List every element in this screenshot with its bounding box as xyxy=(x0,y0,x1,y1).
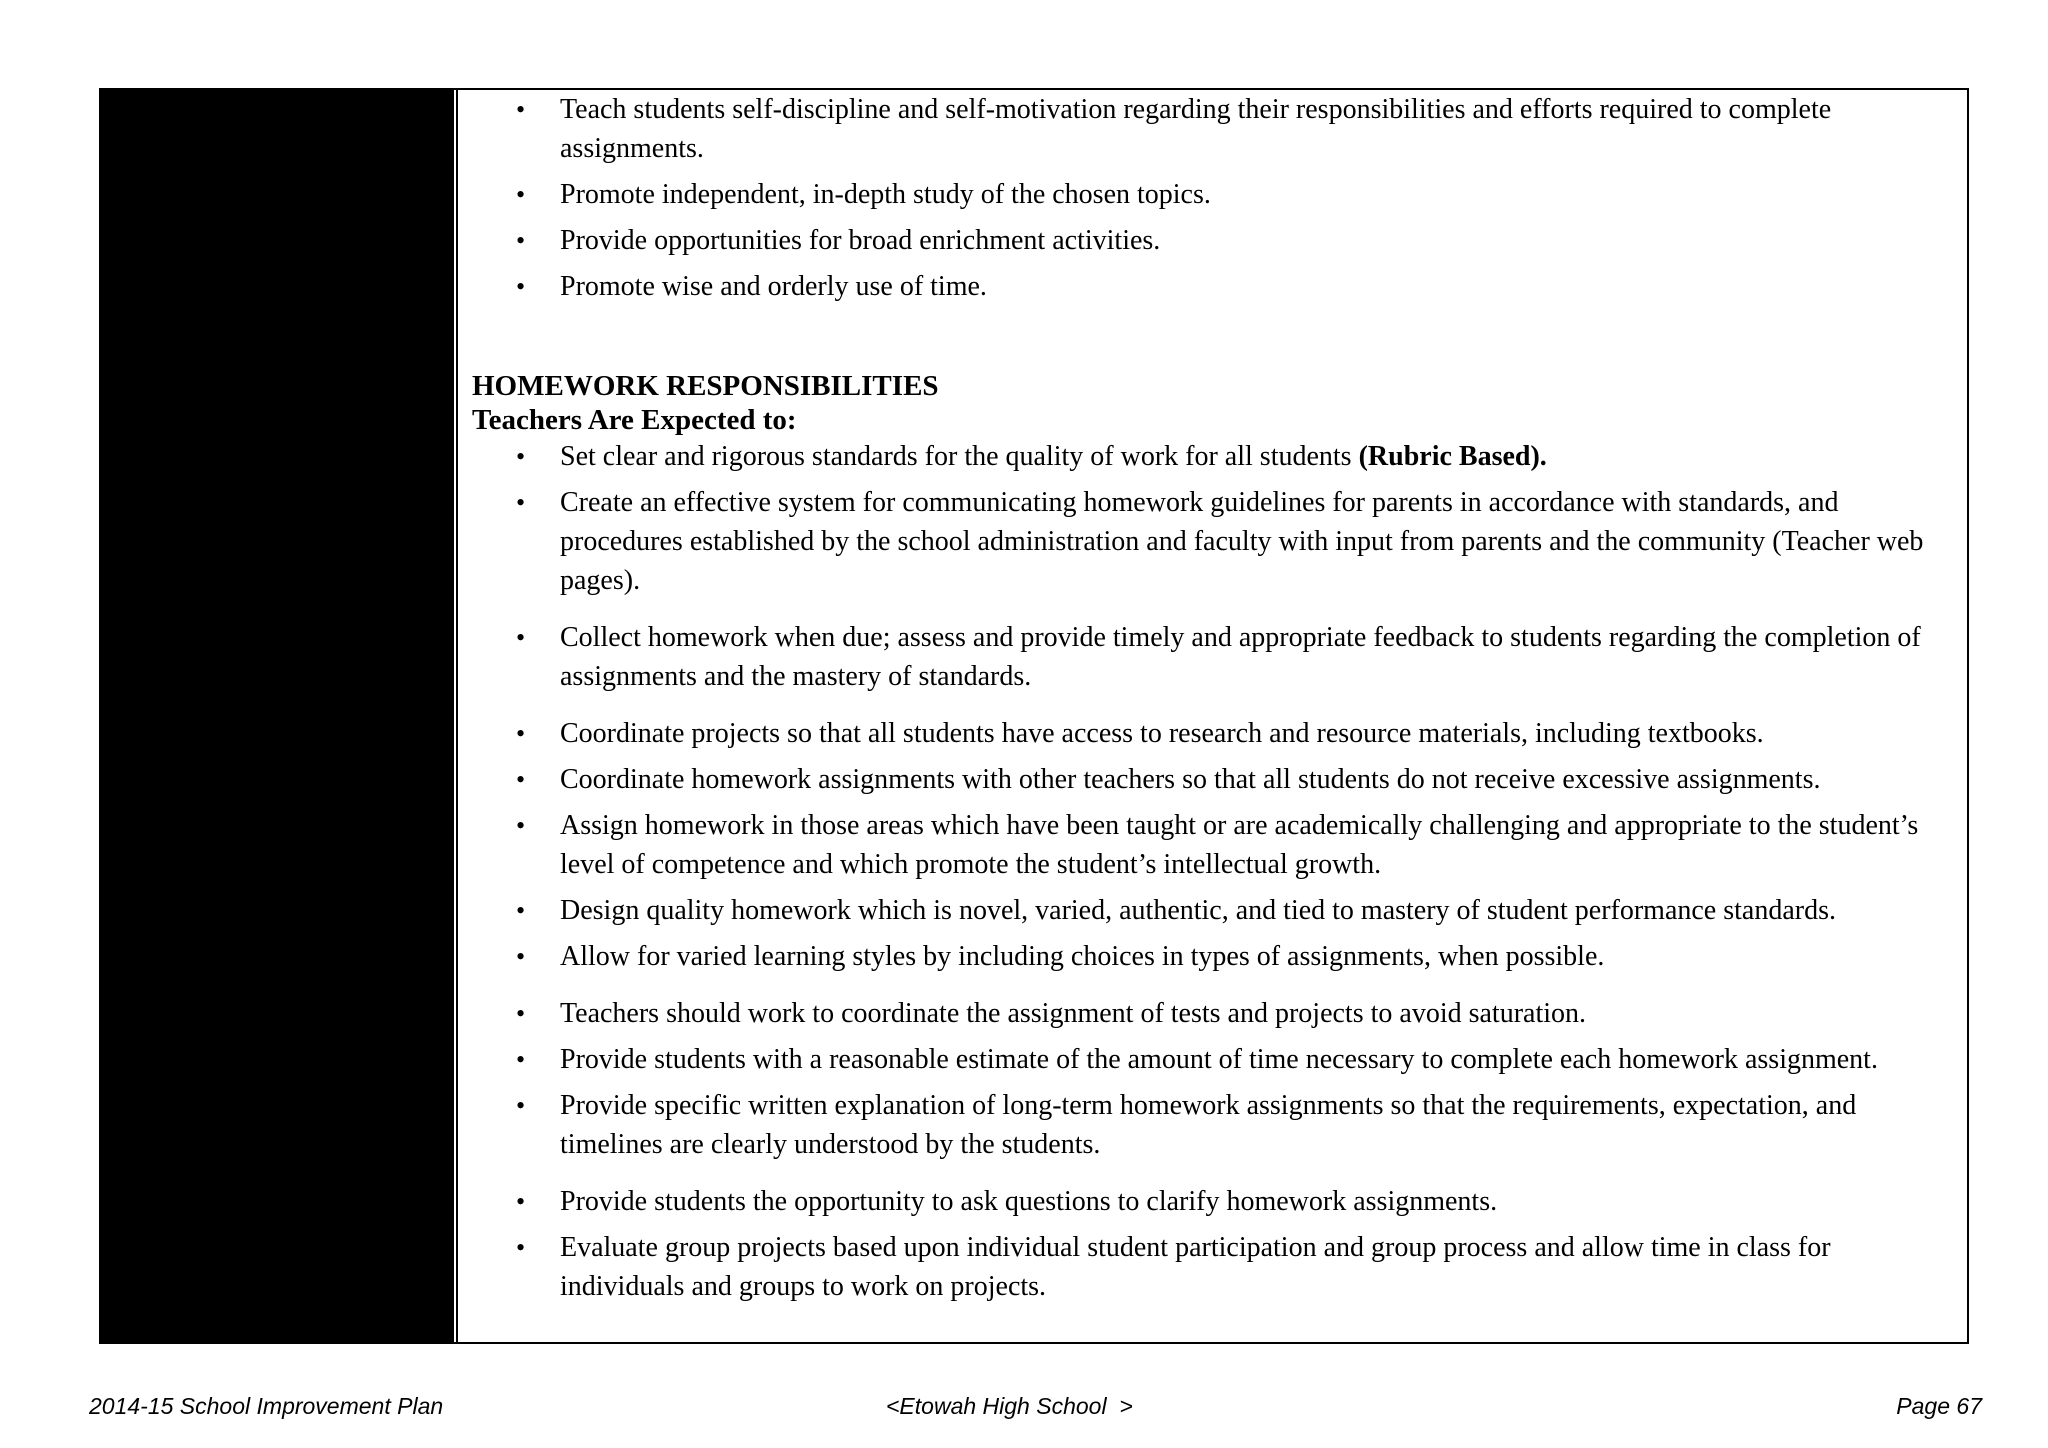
list-item-text: Coordinate projects so that all students have access to research and resource materials, including textbooks. xyxy=(560,718,1764,749)
list-item-text: Teach students self-discipline and self-motivation regarding their responsibilities and efforts required to complete assignments. xyxy=(560,94,1832,164)
list-item xyxy=(472,221,1953,260)
bullet-icon: • xyxy=(516,942,526,971)
list-item xyxy=(472,994,1953,1033)
list-item xyxy=(472,1228,1953,1306)
list-item xyxy=(472,618,1953,696)
list-item-text: Provide students with a reasonable estimate of the amount of time necessary to complete each homework assignment. xyxy=(560,1044,1878,1075)
section-subheading: Teachers Are Expected to: xyxy=(472,404,797,436)
bullet-icon: • xyxy=(516,811,526,840)
list-item-bold-text: (Rubric Based). xyxy=(1358,441,1547,472)
bullet-icon: • xyxy=(516,488,526,517)
list-item xyxy=(472,267,1953,306)
list-item-text: Provide opportunities for broad enrichment activities. xyxy=(560,225,1161,256)
footer-page-number: Page 67 xyxy=(1896,1393,1982,1419)
bullet-icon: • xyxy=(516,1045,526,1074)
bullet-icon: • xyxy=(516,896,526,925)
bullet-icon: • xyxy=(516,95,526,124)
intro-bullet-list xyxy=(472,90,1953,306)
list-item xyxy=(472,90,1953,168)
section-heading: HOMEWORK RESPONSIBILITIES xyxy=(472,370,939,402)
list-item xyxy=(472,1040,1953,1079)
bullet-icon: • xyxy=(516,719,526,748)
document-table xyxy=(99,88,1969,1344)
bullet-icon: • xyxy=(516,999,526,1028)
content-inner xyxy=(472,90,1953,1313)
list-item xyxy=(472,1086,1953,1164)
list-item-text: Evaluate group projects based upon individual student participation and group process and allow time in class for individuals and groups to work on projects. xyxy=(560,1232,1831,1302)
list-item-text: Promote wise and orderly use of time. xyxy=(560,271,987,302)
content-cell xyxy=(456,90,1967,1342)
list-item-text: Promote independent, in-depth study of the chosen topics. xyxy=(560,179,1211,210)
footer-plan-title: 2014-15 School Improvement Plan xyxy=(89,1393,444,1419)
bullet-icon: • xyxy=(516,623,526,652)
responsibilities-bullet-list xyxy=(472,437,1953,1306)
list-item-text: Set clear and rigorous standards for the quality of work for all students xyxy=(560,441,1359,472)
list-item xyxy=(472,714,1953,753)
bullet-icon: • xyxy=(516,226,526,255)
bullet-icon: • xyxy=(516,1187,526,1216)
redacted-column xyxy=(101,90,454,1342)
bullet-icon: • xyxy=(516,180,526,209)
list-item-text: Allow for varied learning styles by including choices in types of assignments, when possible. xyxy=(560,941,1605,972)
list-item xyxy=(472,437,1953,476)
list-item-text: Create an effective system for communicating homework guidelines for parents in accordance with standards, and procedures established by the school administration and faculty with input from parents and the community (Teacher web pages). xyxy=(560,487,1924,596)
bullet-icon: • xyxy=(516,272,526,301)
list-item-text: Collect homework when due; assess and provide timely and appropriate feedback to students regarding the completion of assignments and the mastery of standards. xyxy=(560,622,1921,692)
list-item xyxy=(472,891,1953,930)
list-item-text: Teachers should work to coordinate the assignment of tests and projects to avoid saturation. xyxy=(560,998,1587,1029)
list-item xyxy=(472,806,1953,884)
bullet-icon: • xyxy=(516,1233,526,1262)
list-item xyxy=(472,175,1953,214)
list-item-text: Coordinate homework assignments with other teachers so that all students do not receive excessive assignments. xyxy=(560,764,1821,795)
list-item xyxy=(472,760,1953,799)
bullet-icon: • xyxy=(516,765,526,794)
bullet-icon: • xyxy=(516,442,526,471)
list-item xyxy=(472,483,1953,600)
list-item-text: Provide students the opportunity to ask questions to clarify homework assignments. xyxy=(560,1186,1498,1217)
list-item xyxy=(472,937,1953,976)
list-item-text: Assign homework in those areas which have been taught or are academically challenging and appropriate to the student’s level of competence and which promote the student’s intellectual growth. xyxy=(560,810,1919,880)
list-item xyxy=(472,1182,1953,1221)
list-item-text: Provide specific written explanation of long-term homework assignments so that the requirements, expectation, and timelines are clearly understood by the students. xyxy=(560,1090,1857,1160)
bullet-icon: • xyxy=(516,1091,526,1120)
list-item-text: Design quality homework which is novel, varied, authentic, and tied to mastery of student performance standards. xyxy=(560,895,1836,926)
footer-school-name: <Etowah High School > xyxy=(886,1393,1133,1419)
